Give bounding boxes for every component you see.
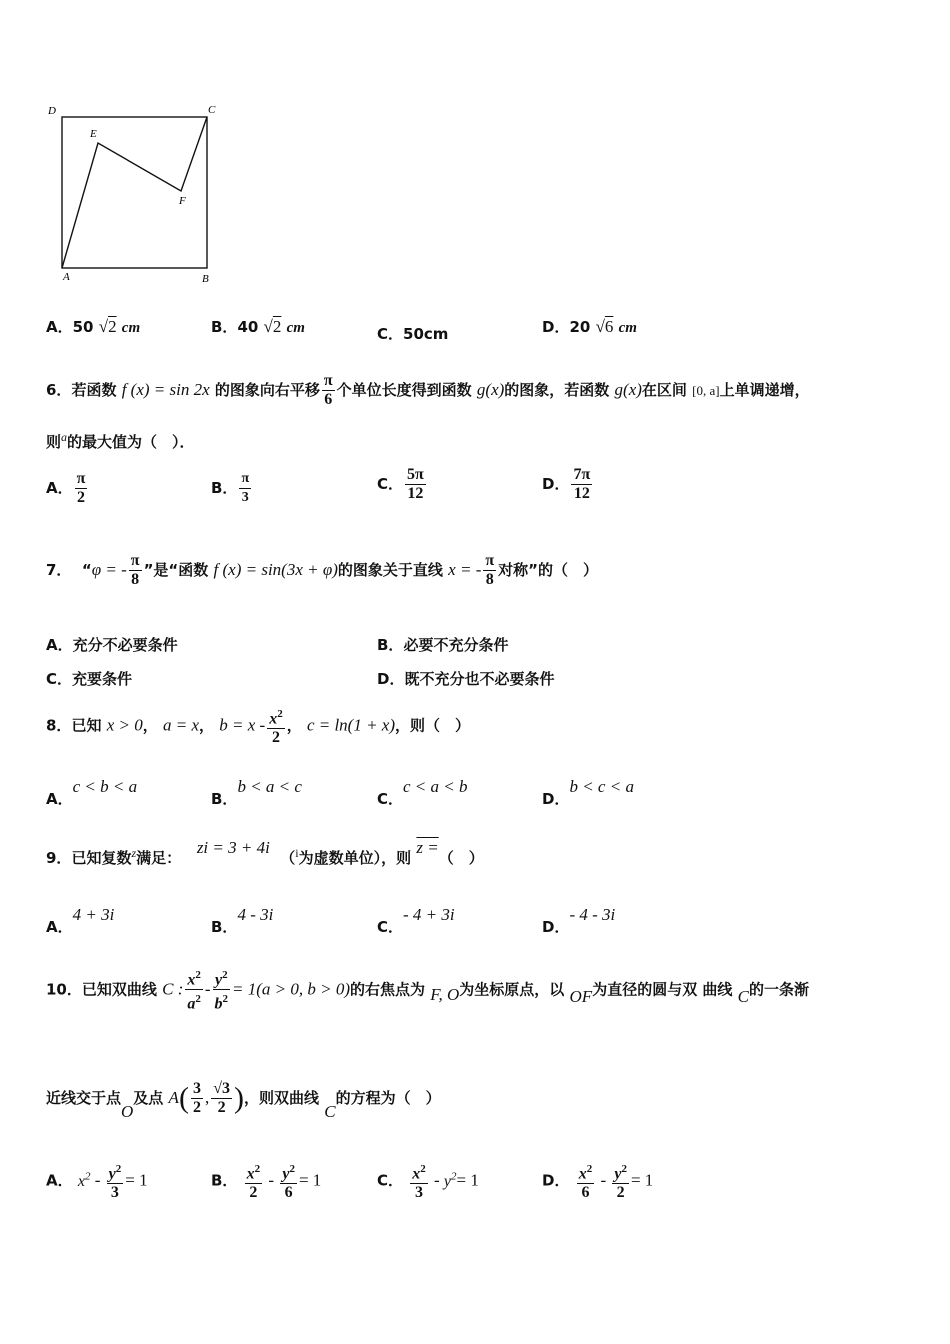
q10-option-b[interactable]: B． $\frac{x^2}{2}$ - $\frac{y^2}{6}$ = 1 bbox=[211, 1160, 321, 1202]
q5-option-c[interactable]: C．50cm bbox=[377, 325, 449, 343]
q7-option-c[interactable]: C．充要条件 bbox=[46, 670, 133, 688]
q7-option-a[interactable]: A．充分不必要条件 bbox=[46, 636, 178, 654]
q8-option-c[interactable]: C．c < a < b bbox=[377, 777, 468, 808]
geometry-figure bbox=[40, 100, 230, 290]
q5-option-b[interactable]: B．40 √2 cm bbox=[211, 317, 305, 336]
q7-option-d[interactable]: D．既不充分也不必要条件 bbox=[377, 670, 555, 688]
q9-stem: 9．已知复数$^z$满足： zi = 3 + 4i （$^i$为虚数单位），则 z =（ ） bbox=[46, 838, 484, 867]
q10-stem-line2: 近线交于点O及点 A( $\frac{3}{2}$ , $\frac{√3}{2}$ )，则双曲线 C的方程为（ ） bbox=[46, 1080, 441, 1121]
q8-option-a[interactable]: A．c < b < a bbox=[46, 777, 138, 808]
q10-option-a[interactable]: A． $x^2$ - $\frac{y^2}{3}$ = 1 bbox=[46, 1160, 148, 1202]
label-d: D bbox=[48, 105, 56, 117]
q10-option-c[interactable]: C． $\frac{x^2}{3}$ - $y^2= 1$ bbox=[377, 1160, 479, 1202]
q6-option-b[interactable]: B． $\frac{\pi}{3}$ bbox=[211, 471, 250, 505]
q7-option-b[interactable]: B．必要不充分条件 bbox=[377, 636, 509, 654]
q9-option-d[interactable]: D．- 4 - 3i bbox=[542, 905, 616, 936]
q8-option-b[interactable]: B．b < a < c bbox=[211, 777, 302, 808]
label-a: A bbox=[63, 271, 70, 283]
q6-stem-line1: 6．若函数 f (x) = sin 2x 的图象向右平移 $\frac{\pi}{6}$ 个单位长度得到函数 g(x)的图象，若函数 g(x)在区间 [0, a]上单调递增， bbox=[46, 372, 810, 408]
q6-stem-line2: 则$^a$的最大值为（ ）． bbox=[46, 430, 195, 451]
q6-option-c[interactable]: C． $\frac{5\pi}{12}$ bbox=[377, 466, 424, 502]
q7-stem: 7． “φ = - $\frac{\pi}{8}$ ”是“函数 f (x) = sin(3x + φ)的图象关于直线 x = - $\frac{\pi}{8}$ 对称”的（ ） bbox=[46, 552, 598, 588]
q8-option-d[interactable]: D．b < c < a bbox=[542, 777, 634, 808]
label-f: F bbox=[179, 195, 186, 207]
q6-option-d[interactable]: D． $\frac{7\pi}{12}$ bbox=[542, 466, 591, 502]
q9-option-b[interactable]: B．4 - 3i bbox=[211, 905, 274, 936]
label-b: B bbox=[202, 273, 209, 285]
q8-stem: 8．已知 x > 0， a = x， b = x - $\frac{x^2}{2}$ ， c = ln(1 + x)，则（ ） bbox=[46, 705, 470, 747]
q5-option-d[interactable]: D．20 √6 cm bbox=[542, 317, 637, 336]
q5-option-a[interactable]: A．50 √2 cm bbox=[46, 317, 141, 336]
q10-stem-line1: 10．已知双曲线 C : $\frac{x^2}{a^2}$ - $\frac{y^2}{b^2}$ = 1(a > 0, b > 0)的右焦点为 F, O为坐标原点，以 OF为直径的圆与双 曲线 C的一条渐 bbox=[46, 966, 809, 1014]
q9-option-a[interactable]: A．4 + 3i bbox=[46, 905, 115, 936]
q10-option-d[interactable]: D． $\frac{x^2}{6}$ - $\frac{y^2}{2}$ = 1 bbox=[542, 1160, 653, 1202]
label-c: C bbox=[208, 104, 216, 116]
square-figure bbox=[40, 100, 230, 290]
label-e: E bbox=[90, 128, 97, 140]
q9-option-c[interactable]: C．- 4 + 3i bbox=[377, 905, 455, 936]
q6-option-a[interactable]: A． $\frac{\pi}{2}$ bbox=[46, 470, 86, 506]
